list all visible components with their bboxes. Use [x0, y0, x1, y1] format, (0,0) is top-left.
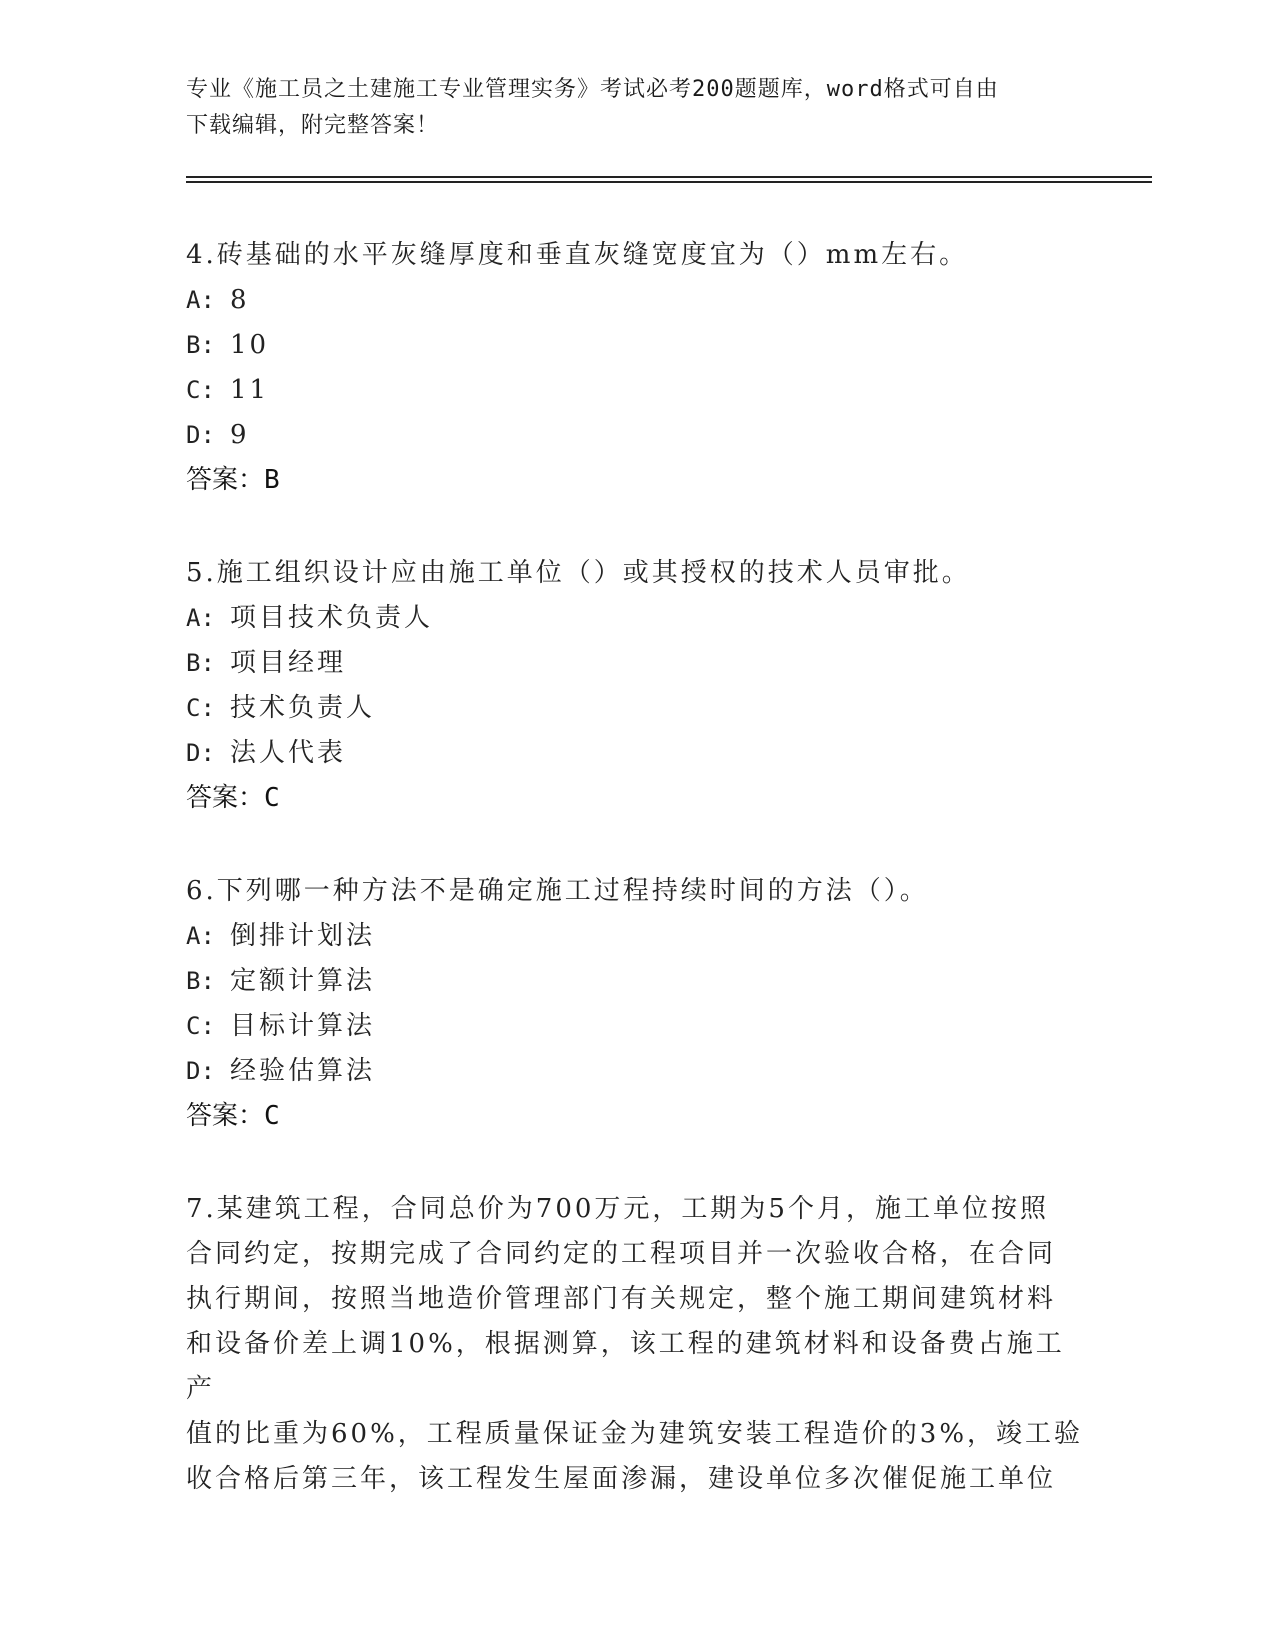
option-b [186, 959, 1086, 1004]
answer-line [186, 458, 1086, 503]
question-7 [186, 1187, 1086, 1502]
question-text-line: 收合格后第三年，该工程发生屋面渗漏，建设单位多次催促施工单位 [186, 1464, 1057, 1494]
question-text-line: 和设备价差上调10%，根据测算，该工程的建筑材料和设备费占施工产 [186, 1329, 1065, 1404]
option-key: D: [186, 739, 215, 767]
header-divider-bottom [186, 181, 1152, 183]
header-line-2: 下载编辑，附完整答案！ [186, 113, 440, 138]
header-divider-top [186, 176, 1152, 178]
option-key: A: [186, 922, 215, 950]
option-value: 技术负责人 [230, 693, 376, 723]
answer-value: C [264, 1101, 280, 1131]
option-c [186, 686, 1086, 731]
option-value: 项目经理 [230, 648, 347, 678]
option-c [186, 1004, 1086, 1049]
option-key: B: [186, 649, 215, 677]
option-b [186, 323, 1086, 368]
answer-label: 答案： [186, 1101, 265, 1131]
question-text-line: 合同约定，按期完成了合同约定的工程项目并一次验收合格，在合同 [186, 1239, 1057, 1269]
option-value: 10 [230, 330, 270, 360]
answer-value: B [264, 465, 280, 495]
question-text: 5.施工组织设计应由施工单位（）或其授权的技术人员审批。 [186, 558, 971, 588]
option-c [186, 368, 1086, 413]
answer-label: 答案： [186, 783, 265, 813]
option-value: 项目技术负责人 [230, 603, 434, 633]
answer-line [186, 776, 1086, 821]
option-value: 法人代表 [230, 738, 347, 768]
option-value: 目标计算法 [230, 1011, 376, 1041]
option-value: 定额计算法 [230, 966, 376, 996]
option-value: 倒排计划法 [230, 921, 376, 951]
question-6 [186, 869, 1086, 1139]
option-value: 11 [230, 375, 270, 405]
option-a [186, 596, 1086, 641]
question-5 [186, 551, 1086, 821]
option-a [186, 914, 1086, 959]
answer-line [186, 1094, 1086, 1139]
option-b [186, 641, 1086, 686]
option-d [186, 1049, 1086, 1094]
header-line-1: 专业《施工员之土建施工专业管理实务》考试必考200题题库，word格式可自由 [186, 77, 999, 102]
option-key: C: [186, 694, 215, 722]
document-header [186, 72, 1086, 144]
option-key: D: [186, 1057, 215, 1085]
option-d [186, 731, 1086, 776]
option-key: C: [186, 1012, 215, 1040]
option-key: A: [186, 286, 215, 314]
option-d [186, 413, 1086, 458]
question-text: 4.砖基础的水平灰缝厚度和垂直灰缝宽度宜为（）mm左右。 [186, 240, 969, 270]
answer-label: 答案： [186, 465, 265, 495]
option-key: D: [186, 421, 215, 449]
question-text: 6.下列哪一种方法不是确定施工过程持续时间的方法（）。 [186, 876, 929, 906]
question-text-line: 执行期间，按照当地造价管理部门有关规定，整个施工期间建筑材料 [186, 1284, 1057, 1314]
option-key: B: [186, 331, 215, 359]
option-key: C: [186, 376, 215, 404]
option-value: 8 [230, 285, 250, 315]
option-a [186, 278, 1086, 323]
option-value: 9 [230, 420, 250, 450]
answer-value: C [264, 783, 280, 813]
option-key: B: [186, 967, 215, 995]
option-value: 经验估算法 [230, 1056, 376, 1086]
question-text-line: 值的比重为60%，工程质量保证金为建筑安装工程造价的3%，竣工验 [186, 1419, 1084, 1449]
option-key: A: [186, 604, 215, 632]
question-4 [186, 233, 1086, 503]
question-text-line: 7.某建筑工程，合同总价为700万元，工期为5个月，施工单位按照 [186, 1194, 1049, 1224]
